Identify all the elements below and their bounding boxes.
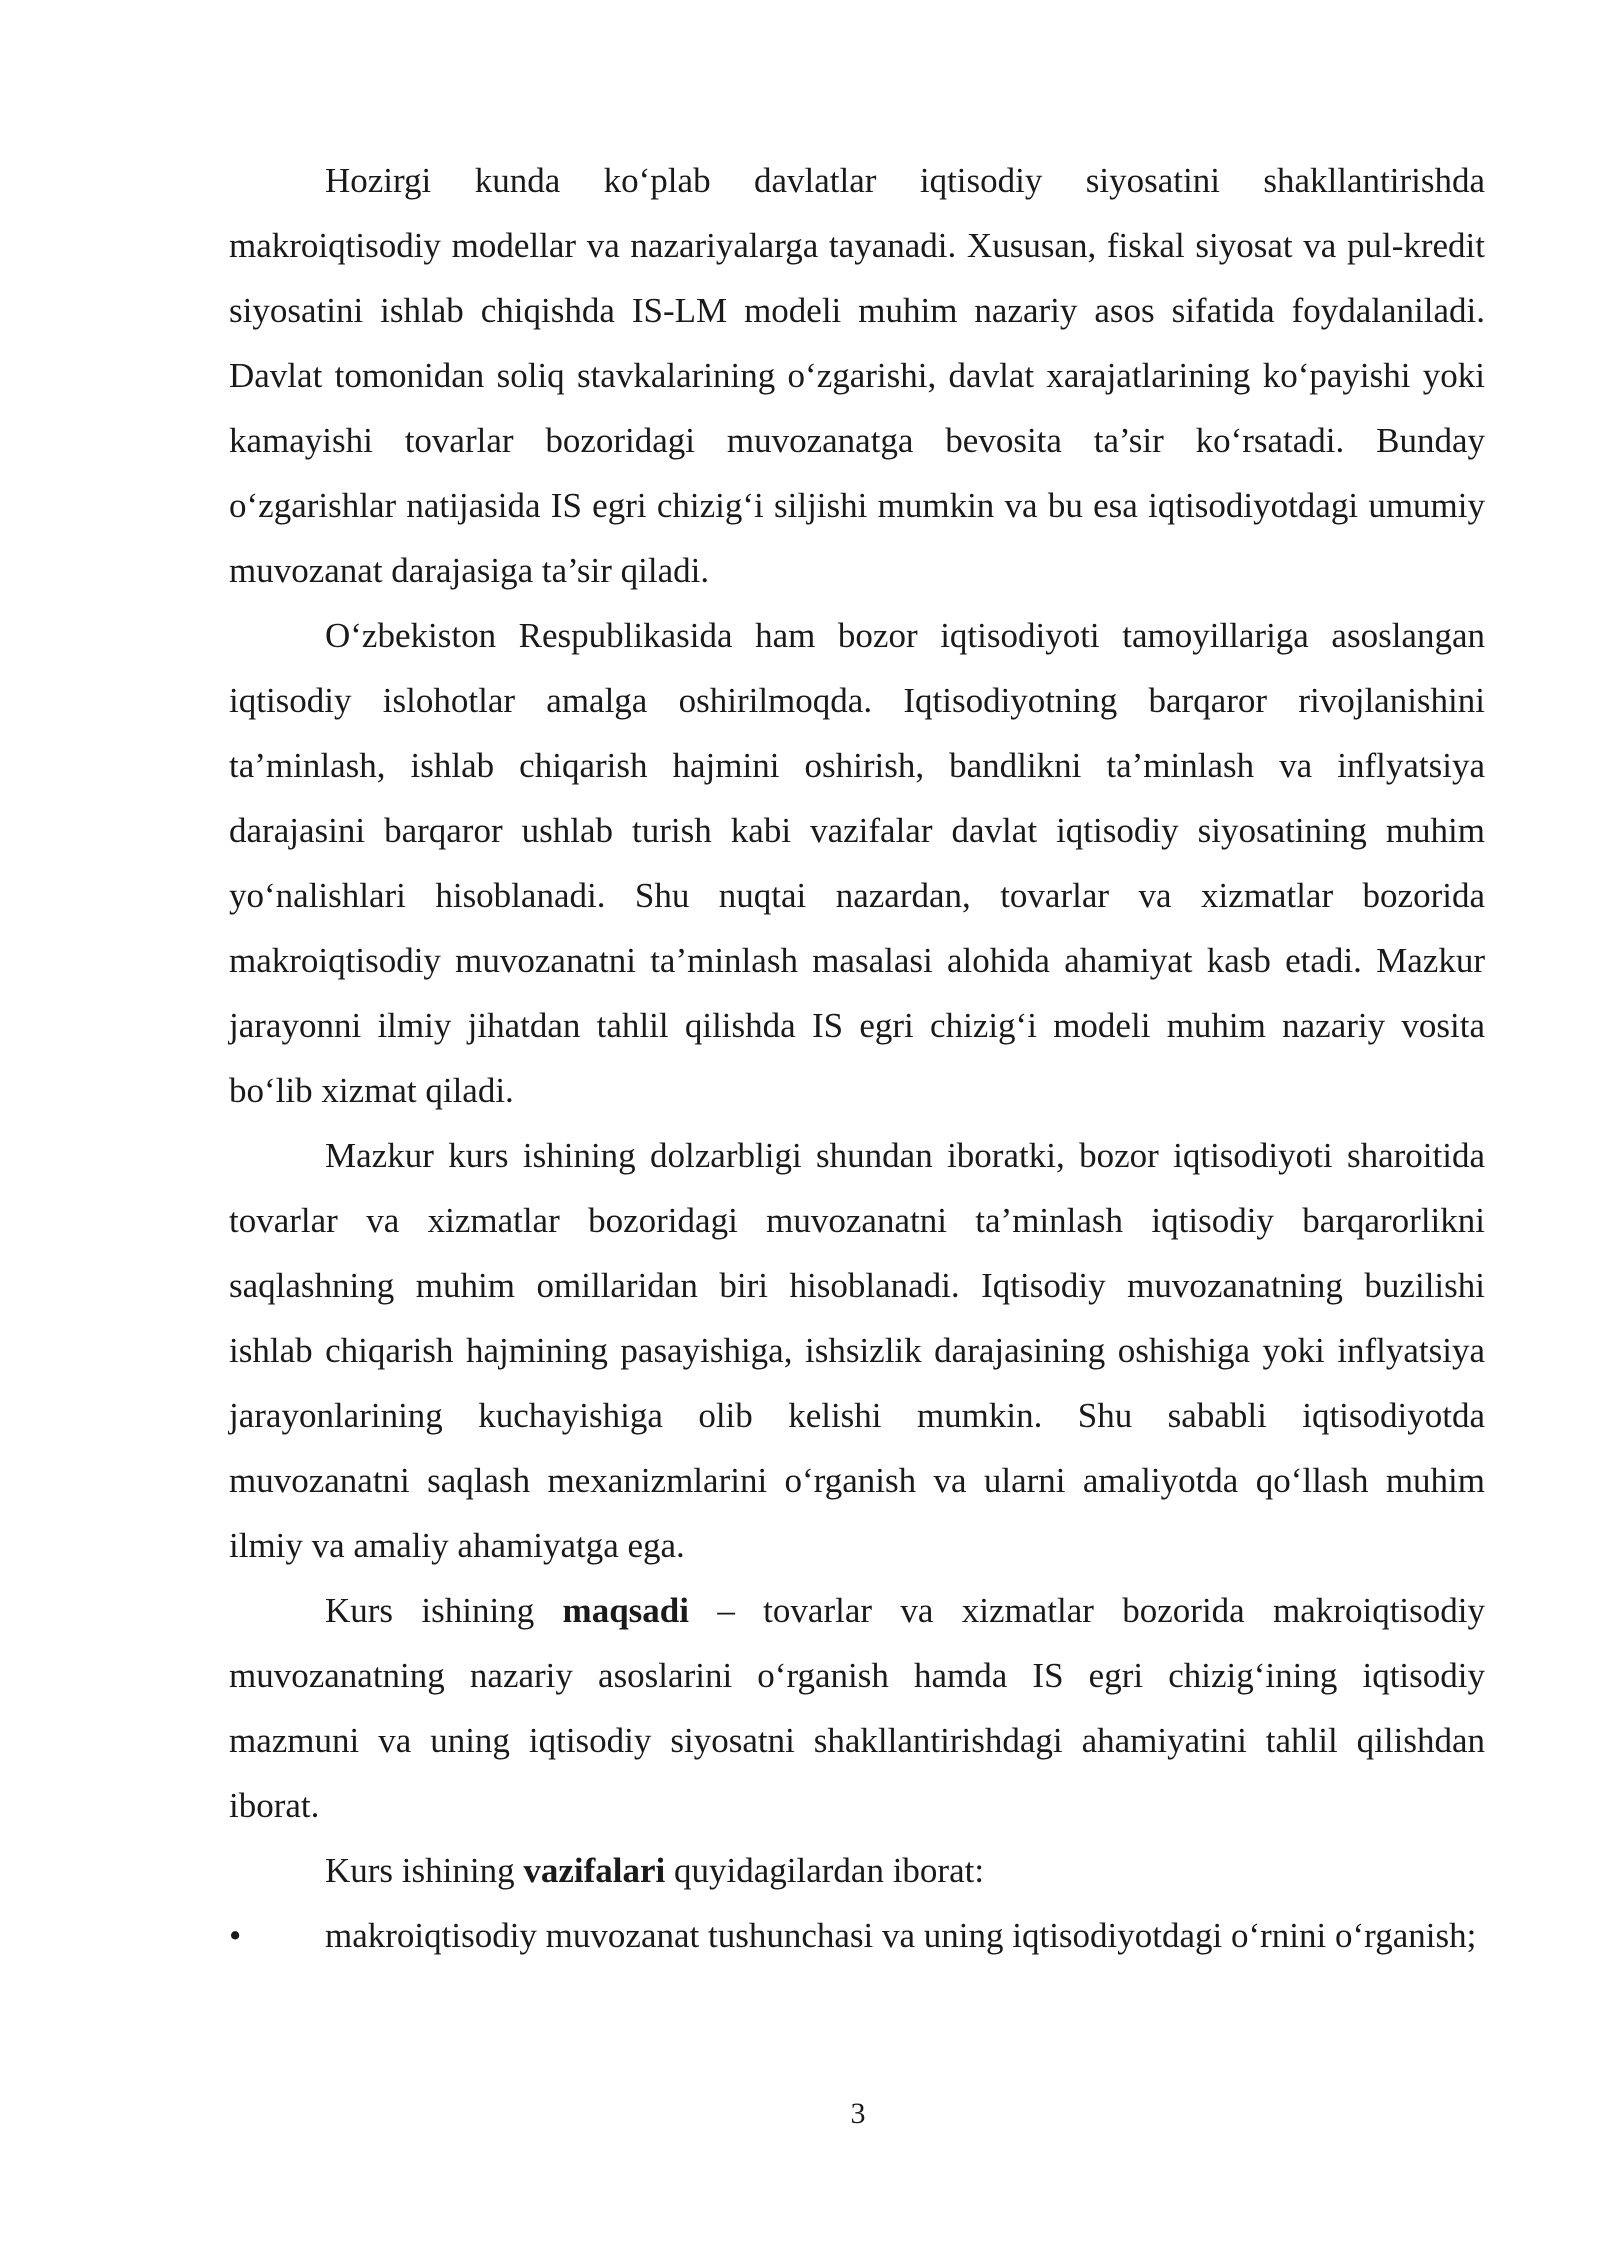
goal-body-text: – tovarlar va xizmatlar bozorida makroiqtisodiy muvozanatning nazariy asoslarini o‘rganish hamda IS egri chizig‘ining iqtisodiy mazmuni va uning iqtisodiy siyosatni shakllantirishdagi ahamiyatini tahlil qilishdan iborat. <box>229 1591 1485 1825</box>
tasks-keyword: vazifalari <box>523 1851 666 1890</box>
paragraph-goal <box>229 1578 1485 1838</box>
goal-lead-text: Kurs ishining <box>325 1591 563 1630</box>
bullet-icon: • <box>229 1916 242 1955</box>
page-number: 3 <box>850 2097 866 2130</box>
tasks-lead-text: Kurs ishining <box>325 1851 524 1890</box>
paragraph-relevance: Mazkur kurs ishining dolzarbligi shundan iboratki, bozor iqtisodiyoti sharoitida tovarlar va xizmatlar bozoridagi muvozanatni ta’minlash iqtisodiy barqarorlikni saqlashning muhim omillaridan biri hisoblanadi. Iqtisodiy muvozanatning buzilishi ishlab chiqarish hajmining pasayishiga, ishsizlik darajasining oshishiga yoki inflyatsiya jarayonlarining kuchayishiga olib kelishi mumkin. Shu sababli iqtisodiyotda muvozanatni saqlash mexanizmlarini o‘rganish va ularni amaliyotda qo‘llash muhim ilmiy va amaliy ahamiyatga ega. <box>229 1136 1485 1565</box>
paragraph-uzbekistan: O‘zbekiston Respublikasida ham bozor iqtisodiyoti tamoyillariga asoslangan iqtisodiy islohotlar amalga oshirilmoqda. Iqtisodiyotning barqaror rivojlanishini ta’minlash, ishlab chiqarish hajmini oshirish, bandlikni ta’minlash va inflyatsiya darajasini barqaror ushlab turish kabi vazifalar davlat iqtisodiy siyosatining muhim yo‘nalishlari hisoblanadi. Shu nuqtai nazardan, tovarlar va xizmatlar bozorida makroiqtisodiy muvozanatni ta’minlash masalasi alohida ahamiyat kasb etadi. Mazkur jarayonni ilmiy jihatdan tahlil qilishda IS egri chizig‘i modeli muhim nazariy vosita bo‘lib xizmat qiladi. <box>229 616 1485 1110</box>
list-item-text: makroiqtisodiy muvozanat tushunchasi va uning iqtisodiyotdagi o‘rnini o‘rganish; <box>325 1916 1477 1955</box>
document-page <box>229 148 1485 1968</box>
list-item <box>229 1903 1485 1968</box>
tasks-body-text: quyidagilardan iborat: <box>665 1851 985 1890</box>
goal-keyword: maqsadi <box>562 1591 689 1630</box>
paragraph-tasks <box>229 1838 1485 1903</box>
paragraph-intro: Hozirgi kunda ko‘plab davlatlar iqtisodiy siyosatini shakllantirishda makroiqtisodiy modellar va nazariyalarga tayanadi. Xususan, fiskal siyosat va pul-kredit siyosatini ishlab chiqishda IS-LM modeli muhim nazariy asos sifatida foydalaniladi. Davlat tomonidan soliq stavkalarining o‘zgarishi, davlat xarajatlarining ko‘payishi yoki kamayishi tovarlar bozoridagi muvozanatga bevosita ta’sir ko‘rsatadi. Bunday o‘zgarishlar natijasida IS egri chizig‘i siljishi mumkin va bu esa iqtisodiyotdagi umumiy muvozanat darajasiga ta’sir qiladi. <box>229 161 1485 590</box>
